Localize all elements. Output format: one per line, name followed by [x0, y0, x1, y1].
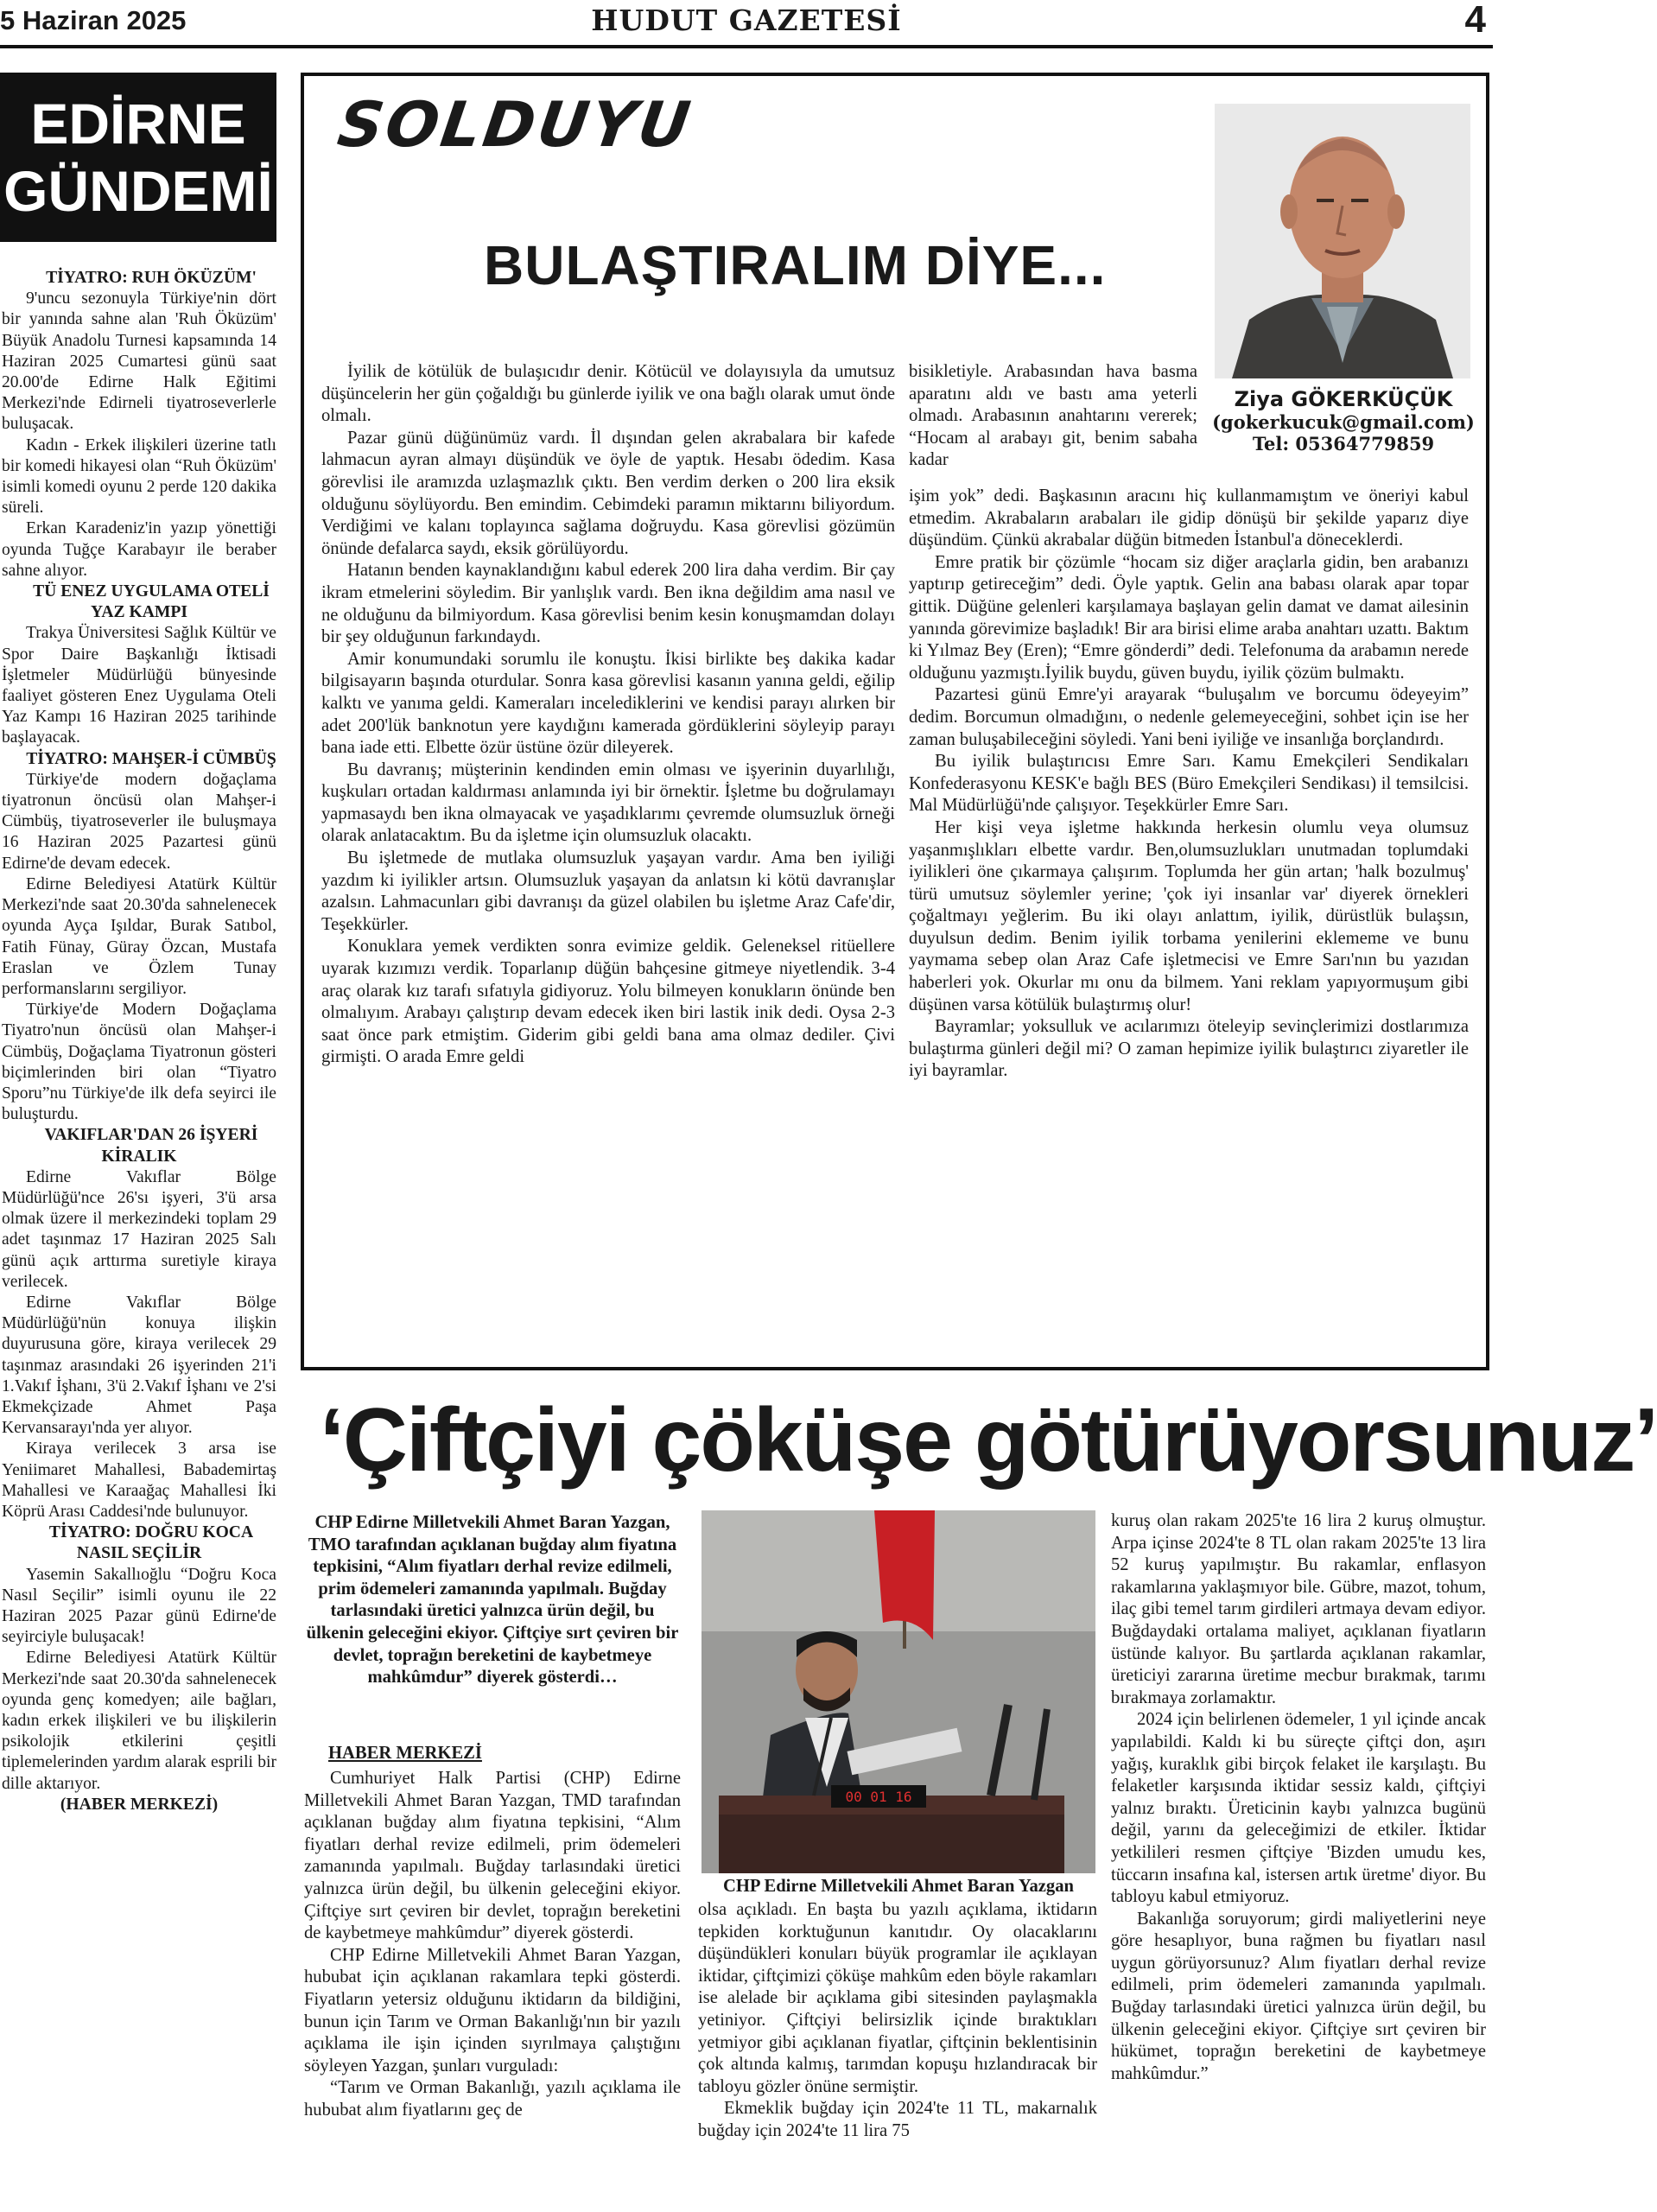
news-photo — [702, 1510, 1095, 1873]
brief-credit: (HABER MERKEZİ) — [60, 1795, 219, 1814]
brief-paragraph: Edirne Belediyesi Atatürk Kültür Merkezi'nde saat 20.30'da sahnelenecek oyunda Ayça Işıldar, Burak Satıbol, Fatih Fünay, Güray Özcan, Mustafa Eraslan ve Özlem Tunay performanslarını sergiliyor. — [2, 874, 276, 998]
briefs-column — [2, 268, 276, 1815]
column-paragraph: Bayramlar; yoksulluk ve acılarımızı öteleyip sevinçlerimizi dostlarımıza bulaştırma günleri değil mi? O zaman hepimize iyilik bulaştırıcı ziyaretler ile iyi bayramlar. — [909, 1017, 1469, 1081]
column-paragraph: Konuklara yemek verdikten sonra evimize geldik. Geleneksel ritüellere uyarak kızımızı verdik. Toparlanıp düğün bahçesine gitmeye niyetlendik. 3-4 araç olarak kız tarafı sıfatıyla gidiyoruz. Yolu bilmeyen konukların önünde ben olmalıyım. Arabayı çalıştırıp devam edecek iken biri lastik inik dedi. Oysa 2-3 saat önce park etmiştim. Giderim gibi geldi bana ama olmaz dediler. Çivi girmişti. O arada Emre geldi — [321, 937, 895, 1067]
section-banner-line: GÜNDEMİ — [3, 159, 273, 223]
news-paragraph: Bakanlığa soruyorum; girdi maliyetlerini neye göre hesaplıyor, buna rağmen bu fiyatları nasıl uygun görüyorsunuz? Alım fiyatları derhal revize edilmeli, prim ödemeleri zamanında yapılmalı. Buğday tarlasındaki üretici yalnızca ürün değil, bu ülkenin geleceğini ekiyor. Çiftçiye sırt çeviren bir hükümet, toprağın bereketini de kaybetmeye mahkûmdur.” — [1111, 1909, 1486, 2083]
brief-paragraph: Kadın - Erkek ilişkileri üzerine tatlı bir komedi hikayesi olan “Ruh Öküzüm' isimli komedi oyunu 2 perde 120 dakika süreli. — [2, 435, 276, 518]
column-text-left — [321, 361, 895, 1069]
column-paragraph: İyilik de kötülük de bulaşıcıdır denir. Kötücül ve dolayısıyla da umutsuz düşüncelerin her gün çoğaldığı bu günlerde iyilik ve ona bağlı olarak umut önde olmalı. — [321, 362, 895, 426]
news-paragraph: Ekmeklik buğday için 2024'te 11 TL, makarnalık buğday için 2024'te 11 lira 75 — [698, 2099, 1097, 2140]
author-photo — [1215, 104, 1470, 378]
column-paragraph: Hatanın benden kaynaklandığını kabul ederek 200 lira daha verdim. Bir çay ikram etmelerini söyledim. Bir yanlışlık vardı. Ben ikna değildim ama nasıl ve ne olduğunu da bilmiyordum. Kasa görevlisi benim kesin konuşmamdan dolayı bir şey olduğunun farkındaydı. — [321, 561, 895, 647]
section-banner-line: EDİRNE — [30, 92, 246, 156]
column-paragraph: Bu işletmede de mutlaka olumsuzluk yaşayan vardır. Ama ben iyiliği yazdım ki iyilikler artsın. Olumsuzluk yaşayan da anlatsın ki kötü davranışlar azalsın. Lahmacunları gibi davranışı da güzel olabilen bu işletme Araz Cafe'dir, Teşekkürler. — [321, 849, 895, 934]
brief-paragraph: Kiraya verilecek 3 arsa ise Yeniimaret Mahallesi, Babademirtaş Mahallesi ve Karaağaç Mahallesi İki Köprü Arası Caddesi'nde bulunuyor. — [2, 1440, 276, 1521]
podium-timer: 00 01 16 — [845, 1789, 912, 1805]
news-byline: HABER MERKEZİ — [328, 1744, 482, 1763]
news-text-col1 — [304, 1768, 681, 2122]
news-paragraph: 2024 için belirlenen ödemeler, 1 yıl içinde ancak yapılabildi. Kaldı ki bu süreçte çiftçi don, aşırı yağış, kuraklık gibi birçok felaket ile karşılaştı. Bu felaketler karşısında iktidar sessiz kaldı, çiftçiyi yalnız bıraktı. Üreticinin kaybı yalnızca bugünü değil, yarını da geleceğimizi de etkiler. İktidar yetkilileri resmen çiftçiye 'Bizden umudu kes, tüccarın insafına kal, istersen artık üretme' diyor. Bu tabloyu kabul etmiyoruz. — [1111, 1710, 1486, 1907]
section-banner — [0, 73, 276, 242]
author-name: Ziya GÖKERKÜÇÜK — [1234, 387, 1453, 411]
brief-heading: TÜ ENEZ UYGULAMA OTELİ YAZ KAMPI — [33, 582, 270, 622]
column-paragraph: Emre pratik bir çözümle “hocam siz diğer araçlarla gidin, ben arabanızı yaptırıp getireceğim” dedi. Öyle yaptık. Gelin ana babası olarak apar topar gittik. Düğüne gelenleri karşılamaya başlayan gelin damat ve damat ailesinin yanında görevimize başladık! Bir ara birisi elime araba anahtarı uzattı. Baktım ki Yılmaz Bey (Eren); “Emre gönderdi” dedi. Telefonuma da arabamın nerede olduğunu yazmıştı.İyilik buydu, güven buydu, iyilik çözüm bulmaktı. — [909, 552, 1469, 683]
news-paragraph: olsa açıkladı. En başta bu yazılı açıklama, iktidarın tepkiden korktuğunun kanıtıdır. Oy olacaklarını düşündükleri konuları büyük programlar ile açıklayan iktidar, çiftçimizi çöküşe mahkûm eden böyle rakamları ise alelade bir açıklama gibi sitesinden paylaşmakla yetiniyor. Çiftçiyi belirsizlik içinde bıraktıkları yetmiyor gibi açıklanan fiyatlar, çiftçinin beklentisinin çok altında kalmış, tarımdan kopuşu hızlandıracak bir tabloyu gözler önüne sermiştir. — [698, 1900, 1097, 2096]
header-rule — [0, 45, 1493, 48]
column-title: BULAŞTIRALIM DİYE... — [484, 234, 1107, 296]
column-paragraph: Her kişi veya işletme hakkında herkesin olumlu veya olumsuz yaşanmışlıkları elbette vardır. Ben,olumsuzlukları unutmadan toplumdaki iyilikleri öne çıkarmaya çalışırım. Toplumda her gün artan; 'halk bozulmuş' türü umutsuz söylemler yerine; 'çok iyi insanlar var' diyerek örnekleri çoğaltmayı yeğlerim. Bu iki olayı anlattım, iyilik, dürüstlük bulaşsın, duyulsun dedim. Benim iyilik torbama yenilerini eklememe ve bunu yaymama sebep olan Araz Cafe işletmecisi ve Emre Sarı'nın bu yazıdan haberleri yok. Okurlar mı onu da bilmem. Yani reklam yapıyormuşum gibi düşünen varsa kötülük bulaştırmış olur! — [909, 817, 1469, 1014]
column-paragraph: Bu davranış; müşterinin kendinden emin olması ve işyerinin duyarlılığı, kuşkuları ortadan kaldırması anlamında iyi bir örnektir. İşletme bu doğrulamayı yapmasaydı ben ikna olmayacak ve yaşadıklarımı çevremde olumsuzluk örneği olarak anlatacaktım. Bu da işletme için olumsuzluk olacaktı. — [321, 760, 895, 846]
column-text-right — [909, 486, 1469, 1083]
brief-paragraph: Yasemin Sakallıoğlu “Doğru Koca Nasıl Seçilir” isimli oyunu ile 22 Haziran 2025 Pazar günü Edirne'de seyirciyle buluşacak! — [2, 1565, 276, 1647]
speaker-podium-icon — [702, 1510, 1095, 1873]
news-headline: ‘Çiftçiyi çöküşe götürüyorsunuz’ — [320, 1390, 1657, 1491]
brief-heading: VAKIFLAR'DAN 26 İŞYERİ KİRALIK — [44, 1126, 258, 1166]
column-paragraph: Pazartesi günü Emre'yi arayarak “buluşalım ve borcumu ödeyeyim” dedim. Borcumun olmadığını, o nedenle gelemeyeceğini, sohbet için ise her zaman buluşabileceğini söyledi. Yani beni iyiliğe ve insanlığa borçlandırdı. — [909, 685, 1469, 749]
brief-paragraph: Türkiye'de modern doğaçlama tiyatronun öncüsü olan Mahşer-i Cümbüş, tiyatroseverler ile buluşmaya 16 Haziran 2025 Pazartesi günü Edirne'de devam edecek. — [2, 770, 276, 873]
brief-paragraph: Erkan Karadeniz'in yazıp yönettiği oyunda Tuğçe Karabayır ile beraber sahne alıyor. — [2, 519, 276, 580]
photo-caption: CHP Edirne Milletvekili Ahmet Baran Yazgan — [723, 1877, 1074, 1896]
author-portrait-icon — [1215, 104, 1470, 378]
brief-paragraph: Edirne Vakıflar Bölge Müdürlüğü'nce 26'sı işyeri, 3'ü arsa olmak üzere il merkezindeki toplam 29 adet taşınmaz 17 Haziran 2025 Salı günü açık arttırma suretiyle kiraya verilecek. — [2, 1167, 276, 1291]
news-paragraph: kuruş olan rakam 2025'te 16 lira 2 kuruş olmuştur. Arpa içinse 2024'te 8 TL olan rakam 2025'te 13 lira 52 kuruş yapılmıştır. Bu rakamlar, enflasyon rakamlarına yaklaşmıyor bile. Gübre, mazot, tohum, ilaç gibi temel tarım girdileri artmaya devam ediyor. Buğdaydaki ortalama maliyet, açıklanan fiyatların üstünde kalıyor. Bu şartlarda açıklanan rakamlar, üreticiyi zararına üretime mecbur bırakmak, tarımı bırakmaya zorlamaktır. — [1111, 1511, 1486, 1707]
author-email: (gokerkucuk@gmail.com) — [1212, 411, 1475, 433]
news-deck: CHP Edirne Milletvekili Ahmet Baran Yazgan, TMO tarafından açıklanan buğday alım fiyatına tepkisini, “Alım fiyatları derhal revize edilmeli, prim ödemeleri zamanında yapılmalı. Buğday tarlasındaki üretici yalnızca ürün değil, bu ülkenin geleceğini ekiyor. Çiftçiye sırt çeviren bir devlet, toprağın bereketini de kaybetmeye mahkûmdur” diyerek gösterdi… — [306, 1513, 679, 1688]
news-paragraph: Cumhuriyet Halk Partisi (CHP) Edirne Milletvekili Ahmet Baran Yazgan, TMD tarafından açıklanan buğday alım fiyatına tepkisini, “Alım fiyatları derhal revize edilmeli, prim ödemeleri zamanında yapılmalı. Buğday tarlasındaki üretici yalnızca ürün değil, bu ülkenin geleceğini ekiyor. Çiftçiye sırt çeviren bir devlet, toprağın bereketini de kaybetmeye mahkûmdur” diyerek gösterdi. — [304, 1769, 681, 1943]
author-phone: Tel: 05364779859 — [1252, 433, 1435, 454]
column-paragraph: Pazar günü düğünümüz vardı. İl dışından gelen akrabalara bir kafede lahmacun ayran almayı düşündük ve öyle de yaptık. Hesabı ödedim. Kasa görevlisi ile aramızda uzlaşmazlık çıktı. Ben verdim derken o 200 lira eksik olduğunu söylüyordu. Ben emindim. Cebimdeki paramın miktarını biliyordum. Verdiğimi ve kalanı toplayınca sağlama doğruydu. Kasa görevlisi gözümün önünde defalarca saydı, eksik görülüyordu. — [321, 428, 895, 558]
column-paragraph: Amir konumundaki sorumlu ile konuştu. İkisi birlikte beş dakika kadar bilgisayarın başında oturdular. Sonra kasa görevlisi kasanın yanına geldi, eğilip kalktı ve yanıma geldi. Kameraları incelediklerini ve kendisi parayı alırken bir adet 200'lük banknotun yere kaydığını kamerada gördüklerini söyleyip parayı bana iade etti. Elbette özür üstüne özür dileyerek. — [321, 649, 895, 758]
brief-heading: TİYATRO: DOĞRU KOCA NASIL SEÇİLİR — [48, 1523, 254, 1563]
news-paragraph: “Tarım ve Orman Bakanlığı, yazılı açıklama ile hububat alım fiyatlarını geç de — [304, 2078, 681, 2120]
brief-paragraph: 9'uncu sezonuyla Türkiye'nin dört bir yanında sahne alan 'Ruh Öküzüm' Büyük Anadolu Turnesi kapsamında 14 Haziran 2025 Cumartesi günü saat 20.00'de Edirne Halk Eğitimi Merkezi'nde Edirneli tiyatroseverlerle buluşacak. — [2, 289, 276, 434]
brief-heading: TİYATRO: RUH ÖKÜZÜM' — [46, 269, 257, 287]
brief-paragraph: Türkiye'de Modern Doğaçlama Tiyatro'nun öncüsü olan Mahşer-i Cümbüş, Doğaçlama Tiyatronun gösteri biçimlerinden biri olan “Tiyatro Sporu”nu Türkiye'de ilk defa seyirci ile buluşturdu. — [2, 1001, 276, 1124]
news-text-col3 — [1111, 1510, 1486, 2085]
news-text-col2 — [698, 1899, 1097, 2143]
column-paragraph: bisikletiyle. Arabasından hava basma aparatını aldı ve bastı ama yeterli olmadı. Arabasının anahtarını vererek; “Hocam al arabayı git, benim sabaha kadar — [909, 362, 1197, 470]
column-label: SOLDUYU — [333, 88, 697, 161]
column-text-right-top — [909, 361, 1197, 472]
issue-date: 5 Haziran 2025 — [0, 5, 187, 35]
newspaper-name: HUDUT GAZETESİ — [591, 3, 902, 37]
page-number: 4 — [1464, 0, 1486, 41]
news-paragraph: CHP Edirne Milletvekili Ahmet Baran Yazgan, hububat için açıklanan rakamlara tepki gösterdi. Fiyatların yetersiz olduğunu iktidarın da bildiğini, bunun için Tarım ve Orman Bakanlığı'nın bir yazılı açıklama ile işin içinden sıyrılmaya çalıştığını söyleyen Yazgan, şunları vurguladı: — [304, 1945, 681, 2075]
brief-paragraph: Edirne Belediyesi Atatürk Kültür Merkezi'nde saat 20.30'da sahnelenecek oyunda genç komedyen; aile bağları, kadın erkek ilişkileri ve bu ilişkilerin psikolojik etkilerini çeşitli tiplemelerinden yardım alarak esprili bir dille aktarıyor. — [2, 1649, 276, 1793]
brief-paragraph: Trakya Üniversitesi Sağlık Kültür ve Spor Daire Başkanlığı İktisadi İşletmeler Müdürlüğü bünyesinde faaliyet gösteren Enez Uygulama Oteli Yaz Kampı 16 Haziran 2025 tarihinde başlayacak. — [2, 624, 276, 747]
brief-heading: TİYATRO: MAHŞER-İ CÜMBÜŞ — [26, 749, 276, 768]
brief-paragraph: Edirne Vakıflar Bölge Müdürlüğü'nün konuya ilişkin duyurusuna göre, kiraya verilecek 29 taşınmaz arasındaki 26 işyerinden 21'i 1.Vakıf İşhanı, 3'ü 2.Vakıf İşhanı ve 2'si Ekmekçizade Ahmet Paşa Kervansarayı'nda yer alıyor. — [2, 1293, 276, 1438]
author-info — [1209, 387, 1477, 454]
column-paragraph: Bu iyilik bulaştırıcısı Emre Sarı. Kamu Emekçileri Sendikaları Konfederasyonu KESK'e bağlı BES (Büro Emekçileri Sendikası) il temsilcisi. Mal Müdürlüğü'nde çalışıyor. Teşekkürler Emre Sarı. — [909, 752, 1469, 816]
column-paragraph: işim yok” dedi. Başkasının aracını hiç kullanmamıştım ve öneriyi kabul etmedim. Akrabaların arabaları ile gidip dönüşü bir şekilde yaparız diye düşündüm. Çünkü akrabalar düğün bitmeden İstanbul'a döneceklerdi. — [909, 486, 1469, 550]
